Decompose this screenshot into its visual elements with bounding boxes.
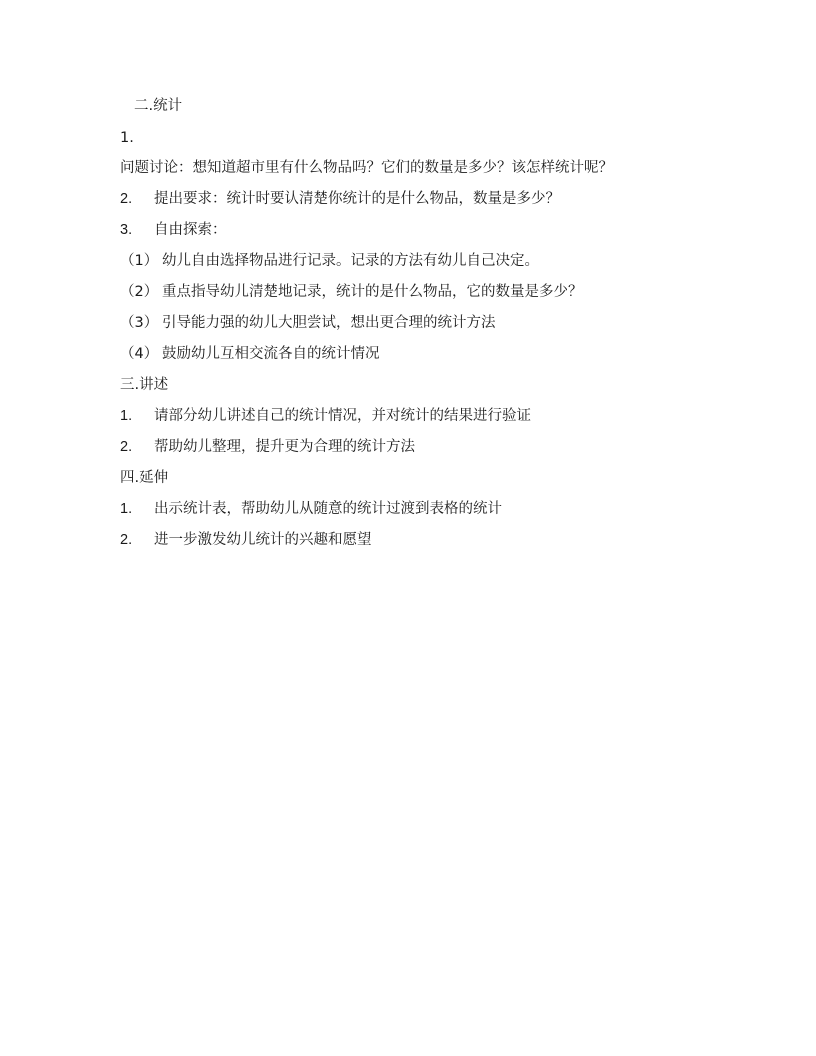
item-number: 1.	[120, 130, 134, 146]
item-number: 2.	[120, 191, 133, 207]
sub-list-item	[120, 344, 380, 364]
item-text: 提出要求：统计时要认清楚你统计的是什么物品，数量是多少？	[154, 191, 560, 207]
item-text: 问题讨论：想知道超市里有什么物品吗？它们的数量是多少？该怎样统计呢？	[120, 160, 613, 176]
sub-item-text: 鼓励幼儿互相交流各自的统计情况	[162, 346, 380, 362]
section-heading	[120, 375, 168, 395]
item-text: 自由探索：	[154, 222, 227, 238]
section-heading-text: 三.讲述	[120, 377, 169, 393]
sub-item-number: （1）	[120, 253, 159, 269]
item-number: 1.	[120, 408, 133, 424]
list-item-number	[120, 128, 134, 148]
sub-list-item	[120, 251, 539, 271]
list-item	[120, 220, 227, 240]
list-item	[120, 406, 531, 426]
item-number: 2.	[120, 532, 133, 548]
item-number: 3.	[120, 222, 133, 238]
section-heading	[120, 468, 168, 488]
sub-list-item	[120, 282, 583, 302]
sub-item-text: 重点指导幼儿清楚地记录，统计的是什么物品，它的数量是多少？	[162, 284, 583, 300]
item-text: 请部分幼儿讲述自己的统计情况，并对统计的结果进行验证	[154, 408, 531, 424]
list-item	[120, 530, 372, 550]
sub-item-number: （4）	[120, 346, 159, 362]
item-text: 进一步激发幼儿统计的兴趣和愿望	[154, 532, 372, 548]
list-item	[120, 499, 502, 519]
sub-item-number: （3）	[120, 315, 159, 331]
section-heading-text: 四.延伸	[120, 470, 169, 486]
section-heading-text: 二.统计	[134, 98, 183, 114]
item-text: 出示统计表，帮助幼儿从随意的统计过渡到表格的统计	[154, 501, 502, 517]
section-heading	[134, 96, 182, 116]
list-item	[120, 158, 613, 178]
sub-item-number: （2）	[120, 284, 159, 300]
sub-item-text: 引导能力强的幼儿大胆尝试，想出更合理的统计方法	[162, 315, 496, 331]
sub-list-item	[120, 313, 496, 333]
item-text: 帮助幼儿整理，提升更为合理的统计方法	[154, 439, 415, 455]
list-item	[120, 437, 415, 457]
item-number: 2.	[120, 439, 133, 455]
item-number: 1.	[120, 501, 133, 517]
sub-item-text: 幼儿自由选择物品进行记录。记录的方法有幼儿自己决定。	[162, 253, 539, 269]
list-item	[120, 189, 560, 209]
